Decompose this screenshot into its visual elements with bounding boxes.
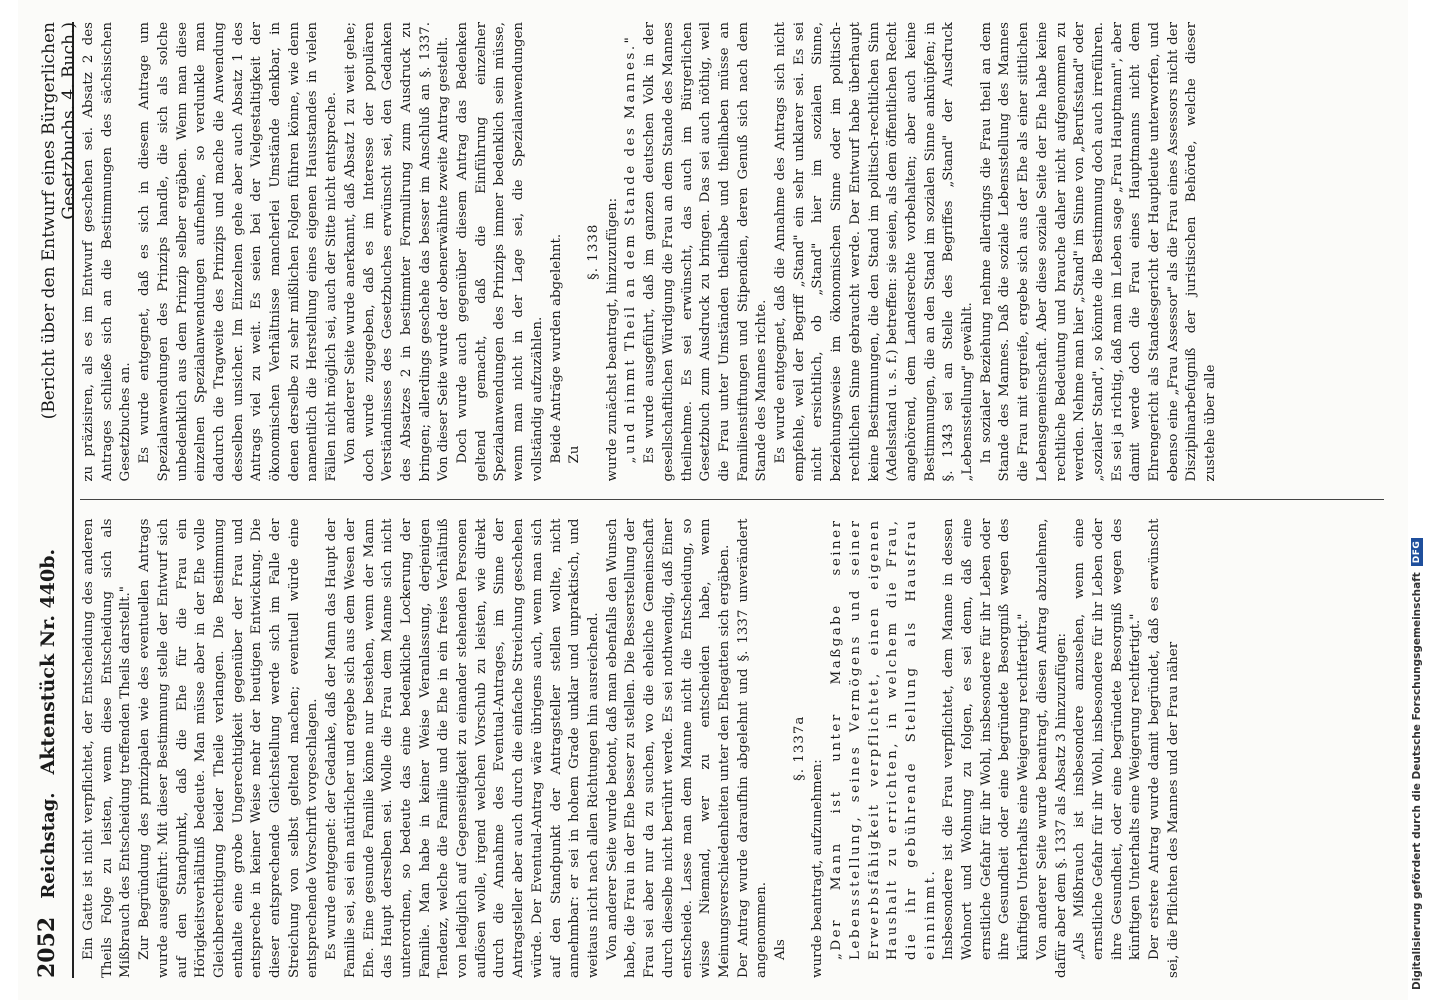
- column-divider: [80, 500, 1384, 501]
- scanned-page: [18, 0, 1408, 1000]
- paragraph: Zur Begründung des prinzipalen wie des eventuellen Antrags wurde ausgeführt: Mit dieser Bestimmung stelle der Entwurf sich auf den Standpunkt, daß die Ehe für die Frau ein Hörigkeitsverhältniß bedeute. Man müsse aber in der Ehe volle Gleichberechtigung beider Theile verlangen. Die Bestimmung enthalte eine grobe Ungerechtigkeit gegenüber der Frau und entspreche in keiner Weise mehr der heutigen Entwickung. Die dieser entsprechende Gleichstellung werde sich im Falle der Streichung von selbst geltend machen; eventuell würde eine entsprechende Vorschrift vorgeschlagen.: [137, 518, 321, 978]
- column-left: [80, 519, 1384, 979]
- paragraph: Von anderer Seite wurde beantragt, diesen Antrag abzulehnen, dafür aber dem §. 1337 als Absatz 3 hinzuzufügen:: [1034, 518, 1069, 978]
- text-columns: [80, 22, 1384, 978]
- paragraph: Zu: [567, 445, 583, 464]
- paragraph: wurde beantragt, aufzunehmen:: [810, 759, 826, 978]
- page-number: 2052: [34, 916, 60, 978]
- column-right: [80, 22, 1384, 482]
- page-header: [34, 22, 79, 978]
- quoted-proposal: „und nimmt Theil an dem Stande des Mannes.": [623, 34, 639, 464]
- paragraph: Als: [773, 939, 789, 960]
- digitization-credit: [1407, 10, 1427, 990]
- header-document-number: Aktenstück Nr. 440b.: [37, 548, 59, 775]
- paragraph: Es wurde entgegnet, daß es sich in diesem Antrage um Spezialanwendungen des Prinzips handle, die sich als solche unbedenklich aus dem Prinzip selber ergäben. Wenn man diese einzelnen Spezialanwendungen aufnehme, so verdunkle man dadurch die Tragweite des Prinzips und mache die Anwendung desselben unsicher. Im Einzelnen gehe aber auch Absatz 1 des Antrags viel zu weit. Es seien bei der Vielgestaltigkeit der ökonomischen Verhältnisse mancherlei Umstände denkbar, in denen derselbe zu sehr mißlichen Folgen führen könne, wie denn namentlich die Herstellung eines eigenen Hausstandes in vielen Fällen nicht möglich sei, auch der Sitte nicht entspreche.: [137, 22, 340, 482]
- header-report-title: (Bericht über den Entwurf eines Bürgerlichen Gesetzbuchs. 4. Buch.): [39, 22, 79, 420]
- paragraph: Der Antrag wurde daraufhin abgelehnt und §. 1337 unverändert angenommen.: [735, 518, 770, 978]
- paragraph: Es wurde entgegnet, daß die Annahme des Antrags sich nicht empfehle, weil der Begriff „Stand" ein sehr unklarer sei. Es sei nicht ersichtlich, ob „Stand" hier im sozialen Sinne, beziehungsweise im ökonomischen Sinne oder im politisch-rechtlichen Sinne gebraucht werde. Der Entwurf habe überhaupt keine Bestimmungen, die den Stand im politisch-rechtlichen Sinn (Adelsstand u. s. f.) betreffen: sie seien, als dem öffentlichen Recht angehörend, dem Landesrechte vorbehalten; aber auch keine Bestimmungen, die an den Stand im sozialen Sinne anknüpfen; in §. 1343 sei an Stelle des Begriffes „Stand" der Ausdruck „Lebensstellung" gewählt.: [773, 22, 976, 482]
- paragraph: Es wurde ausgeführt, daß im ganzen deutschen Volk in der gesellschaftlichen Würdigung die Frau an dem Stande des Mannes theilnehme. Es sei erwünscht, das auch im Bürgerlichen Gesetzbuch zum Ausdruck zu bringen. Das sei auch nöthig, weil die Frau unter Umständen theilhabe und theilhaben müsse an Familienstiftungen und Stipendien, deren Genuß sich nach dem Stande des Mannes richte.: [642, 22, 770, 482]
- dfg-logo: DFG: [1411, 538, 1423, 567]
- paragraph: Doch wurde auch gegenüber diesem Antrag das Bedenken geltend gemacht, daß die Einführung einzelner Spezialanwendungen des Prinzips immer bedenklich sein müsse, wenn man nicht in der Lage sei, die Spezialanwendungen vollständig aufzuzählen.: [455, 22, 545, 482]
- quoted-proposal: „Als Mißbrauch ist insbesondere anzusehen, wenn eine ernstliche Gefahr für ihr Wohl, insbesondere für ihr Leben oder ihre Gesundheit, oder eine begründete Besorgniß wegen des künftigen Unterhalts eine Weigerung rechtfertigt.": [1072, 518, 1144, 960]
- credit-text: Digitalisierung gefördert durch die Deutsche Forschungsgemeinschaft: [1411, 572, 1423, 990]
- paragraph: Beide Anträge wurden abgelehnt.: [548, 233, 564, 464]
- paragraph: Ein Gatte ist nicht verpflichtet, der Entscheidung des anderen Theils Folge zu leisten, wenn diese Entscheidung sich als Mißbrauch des Entscheidung treffenden Theils darstellt.": [81, 518, 134, 978]
- section-heading: §. 1337a: [791, 715, 807, 781]
- section-heading: §. 1338: [585, 223, 601, 280]
- quoted-proposal: „Der Mann ist unter Maßgabe seiner Lebensstellung, seines Vermögens und seiner Erwerbsfähigkeit verpflichtet, einen eigenen Haushalt zu errichten, in welchem die Frau, die ihr gebührende Stellung als Hausfrau einnimmt.: [829, 518, 938, 960]
- paragraph: zu präzisiren, als es im Entwurf geschehen sei. Absatz 2 des Antrages schließe sich an die Bestimmungen des sächsischen Gesetzbuches an.: [81, 22, 134, 482]
- paragraph: Von anderer Seite wurde anerkannt, daß Absatz 1 zu weit gehe; doch wurde zugegeben, daß es im Interesse der populären Verständnisses des Gesetzbuches erwünscht sei, den Gedanken des Absatzes 2 in bestimmter Formulirung zum Ausdruck zu bringen; allerdings geschehe das besser im Anschluß an §. 1337. Von dieser Seite wurde der obenerwähnte zweite Antrag gestellt.: [342, 22, 452, 482]
- paragraph: Der erstere Antrag wurde damit begründet, daß es erwünscht sei, die Pflichten des Mannes und der Frau näher: [1147, 518, 1181, 978]
- paragraph: wurde zunächst beantragt, hinzuzufügen:: [604, 197, 620, 482]
- header-reichstag: Reichstag.: [38, 792, 59, 899]
- quoted-proposal: Insbesondere ist die Frau verpflichtet, dem Manne in dessen Wohnort und Wohnung zu folgen, es sei denn, daß eine ernstliche Gefahr für ihr Wohl, insbesondere für ihr Leben oder ihre Gesundheit oder eine begründete Besorgniß wegen des künftigen Unterhalts eine Weigerung rechtfertigt.": [941, 518, 1032, 960]
- paragraph: Von anderer Seite wurde betont, daß man ebenfalls den Wunsch habe, die Frau in der Ehe besser zu stellen. Die Besserstellung der Frau sei aber nur da zu suchen, wo die eheliche Gemeinschaft durch dieselbe nicht berührt werde. Es sei nothwendig, daß Einer entscheide. Lasse man dem Manne nicht die Entscheidung, so wisse Niemand, wer zu entscheiden habe, wenn Meinungsverschiedenheiten unter den Ehegatten sich ergäben.: [604, 518, 732, 978]
- paragraph: Es wurde entgegnet: der Gedanke, daß der Mann das Haupt der Familie sei, sei ein natürlicher und ergebe sich aus dem Wesen der Ehe. Eine gesunde Familie könne nur bestehen, wenn der Mann das Haupt derselben sei. Wolle die Frau dem Manne sich nicht unterordnen, so bedeute das eine bedenkliche Lockerung der Familie. Man habe in keiner Weise Veranlassung, derjenigen Tendenz, welche die Familie und die Ehe in ein freies Verhältniß von lediglich auf Gegenseitigkeit zu einander stehenden Personen auflösen wolle, irgend welchen Vorschub zu leisten, wie direkt durch die Annahme des Eventual-Antrages, im Sinne der Antragsteller aber auch durch die einfache Streichung geschehen würde. Der Eventual-Antrag wäre übrigens auch, wenn man sich auf den Standpunkt der Antragsteller stellen wollte, nicht annehmbar: er sei in hohem Grade unklar und unpraktisch, und weitaus nicht nach allen Richtungen hin ausreichend.: [324, 518, 601, 978]
- paragraph: In sozialer Beziehung nehme allerdings die Frau theil an dem Stande des Mannes. Daß die soziale Lebensstellung des Mannes die Frau mit ergreife, ergebe sich aus der Ehe als einer sittlichen Lebensgemeinschaft. Aber diese soziale Seite der Ehe habe keine rechtliche Bedeutung und brauche daher nicht aufgenommen zu werden. Nehme man hier „Stand" im Sinne von „Berufsstand" oder „sozialer Stand", so könnte die Bestimmung doch auch irreführen. Es sei ja richtig, daß man im Leben sage „Frau Hauptmann", aber damit werde doch die Frau eines Hauptmanns nicht dem Ehrengericht als Standesgericht der Hauptleute unterworfen, und ebenso eine „Frau Assessor" als die Frau eines Assessors nicht der Disziplinarbefugniß der juristischen Behörde, welche dieser zustehe über alle: [978, 22, 1219, 482]
